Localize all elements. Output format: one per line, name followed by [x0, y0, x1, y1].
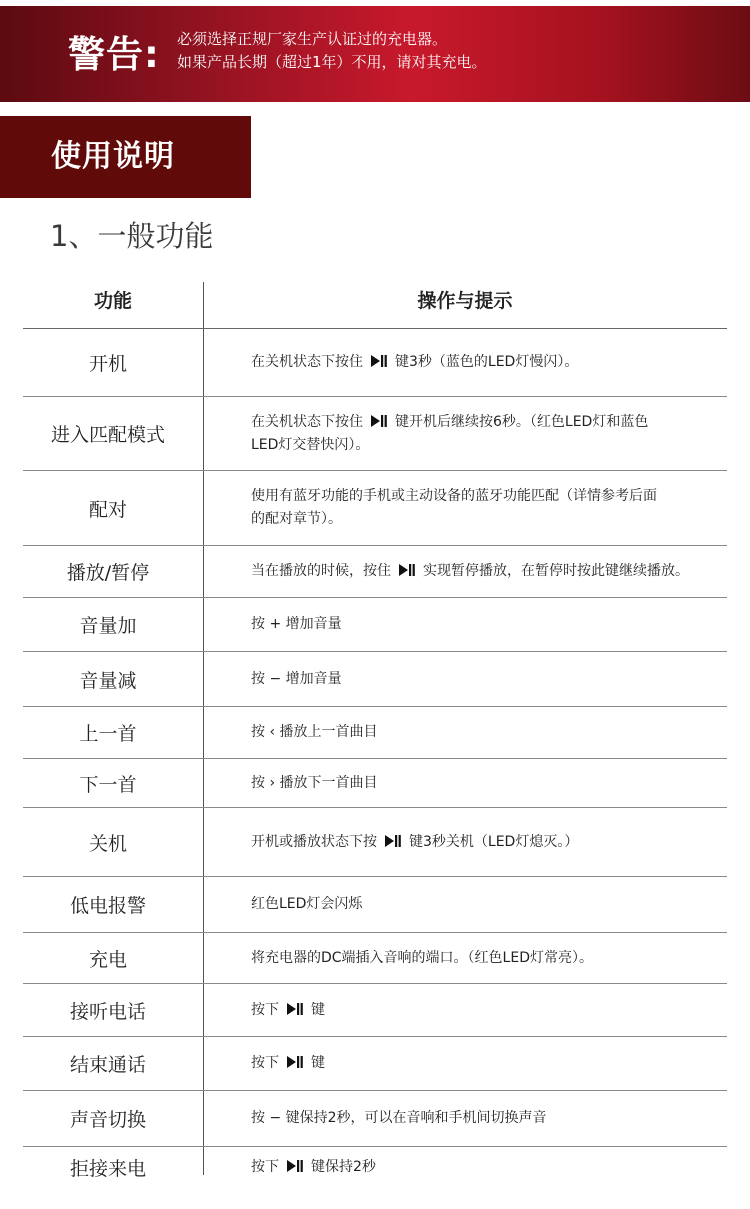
operation-part-a: 按下 — [251, 1158, 279, 1175]
operation-text — [251, 329, 750, 396]
table-row — [23, 877, 727, 933]
function-name: 播放/暂停 — [66, 562, 150, 584]
operation-part-a: 按下 — [251, 1001, 279, 1018]
table-row — [23, 984, 727, 1037]
operation-text — [251, 759, 750, 807]
operation-part-a: 按 ‹ 播放上一首曲目 — [251, 724, 378, 740]
function-name: 配对 — [88, 498, 127, 521]
warning-line-2: 如果产品长期（超过1年）不用，请对其充电。 — [177, 53, 487, 71]
table-row — [23, 598, 727, 652]
operation-part-c: LED灯交替快闪）。 — [251, 436, 370, 453]
warning-line-1: 必须选择正规厂家生产认证过的充电器。 — [177, 30, 448, 48]
operation-text — [251, 877, 750, 932]
play-pause-icon — [371, 355, 387, 367]
operation-text — [251, 707, 750, 758]
play-pause-icon — [399, 564, 415, 576]
operation-text — [251, 1091, 750, 1146]
function-name: 上一首 — [79, 723, 137, 745]
table-row — [23, 1037, 727, 1091]
operation-part-b: 键开机后继续按6秒。（红色LED灯和蓝色 — [395, 413, 649, 430]
operation-part-a: 将充电器的DC端插入音响的端口。（红色LED灯常亮）。 — [251, 949, 593, 966]
operation-part-a: 在关机状态下按住 — [251, 413, 363, 430]
operation-part-a: 按 − 增加音量 — [251, 670, 342, 687]
function-name: 关机 — [88, 832, 127, 855]
operation-part-a: 开机或播放状态下按 — [251, 833, 377, 850]
operation-part-c: 的配对章节）。 — [251, 511, 342, 527]
operation-text — [251, 471, 750, 545]
operation-text — [251, 984, 750, 1036]
operation-part-b: 键3秒（蓝色的LED灯慢闪）。 — [395, 354, 579, 370]
operation-part-a: 按 › 播放下一首曲目 — [251, 774, 378, 791]
operation-part-a: 按 − 键保持2秒，可以在音响和手机间切换声音 — [251, 1110, 547, 1126]
header-function: 功能 — [93, 290, 132, 312]
function-name: 下一首 — [79, 773, 137, 796]
operation-text — [251, 933, 750, 983]
operation-part-b: 键保持2秒 — [311, 1158, 376, 1175]
operation-part-b: 键 — [311, 1001, 325, 1018]
operation-part-a: 当在播放的时候，按住 — [251, 563, 391, 579]
header-operation: 操作与提示 — [417, 290, 513, 312]
table-row — [23, 707, 727, 759]
operation-part-a: 使用有蓝牙功能的手机或主动设备的蓝牙功能匹配（详情参考后面 — [251, 488, 657, 504]
operation-text — [251, 546, 750, 597]
function-name: 拒接来电 — [69, 1157, 146, 1180]
operation-text — [251, 598, 750, 651]
play-pause-icon — [287, 1003, 303, 1015]
table-row — [23, 808, 727, 877]
function-name: 音量加 — [79, 615, 137, 637]
table-row — [23, 759, 727, 808]
table-row — [23, 471, 727, 546]
table-header — [23, 282, 727, 329]
table-row — [23, 546, 727, 598]
operation-part-a: 按下 — [251, 1055, 279, 1071]
operation-text — [251, 1147, 750, 1187]
section-tab — [0, 116, 251, 198]
operation-text — [251, 652, 750, 706]
operation-part-a: 红色LED灯会闪烁 — [251, 896, 363, 912]
function-name: 充电 — [88, 948, 127, 971]
operation-part-a: 在关机状态下按住 — [251, 354, 363, 370]
function-name: 进入匹配模式 — [50, 424, 165, 446]
warning-title: 警告: — [68, 33, 160, 76]
function-name: 接听电话 — [69, 1000, 146, 1023]
operation-text — [251, 1037, 750, 1090]
table-row — [23, 1147, 727, 1187]
function-name: 低电报警 — [69, 895, 146, 917]
operation-part-b: 实现暂停播放，在暂停时按此键继续播放。 — [423, 563, 689, 579]
play-pause-icon — [371, 415, 387, 427]
warning-text — [177, 28, 487, 74]
function-name: 音量减 — [79, 669, 137, 692]
operation-text — [251, 397, 750, 470]
table-row — [23, 933, 727, 984]
table-row — [23, 652, 727, 707]
play-pause-icon — [385, 835, 401, 847]
operation-part-b: 键 — [311, 1055, 325, 1071]
operation-part-a: 按 + 增加音量 — [251, 616, 342, 632]
operation-text — [251, 808, 750, 876]
section-title: 使用说明 — [51, 139, 175, 174]
function-name: 声音切换 — [69, 1109, 146, 1131]
play-pause-icon — [287, 1160, 303, 1172]
table-row — [23, 1091, 727, 1147]
table-row — [23, 329, 727, 397]
function-name: 结束通话 — [69, 1054, 146, 1076]
function-table — [23, 282, 727, 1187]
play-pause-icon — [287, 1056, 303, 1068]
function-name: 开机 — [88, 353, 127, 375]
subheading: 1、一般功能 — [50, 219, 214, 253]
warning-banner — [0, 6, 750, 102]
operation-part-b: 键3秒关机（LED灯熄灭。） — [409, 833, 579, 850]
table-row — [23, 397, 727, 471]
